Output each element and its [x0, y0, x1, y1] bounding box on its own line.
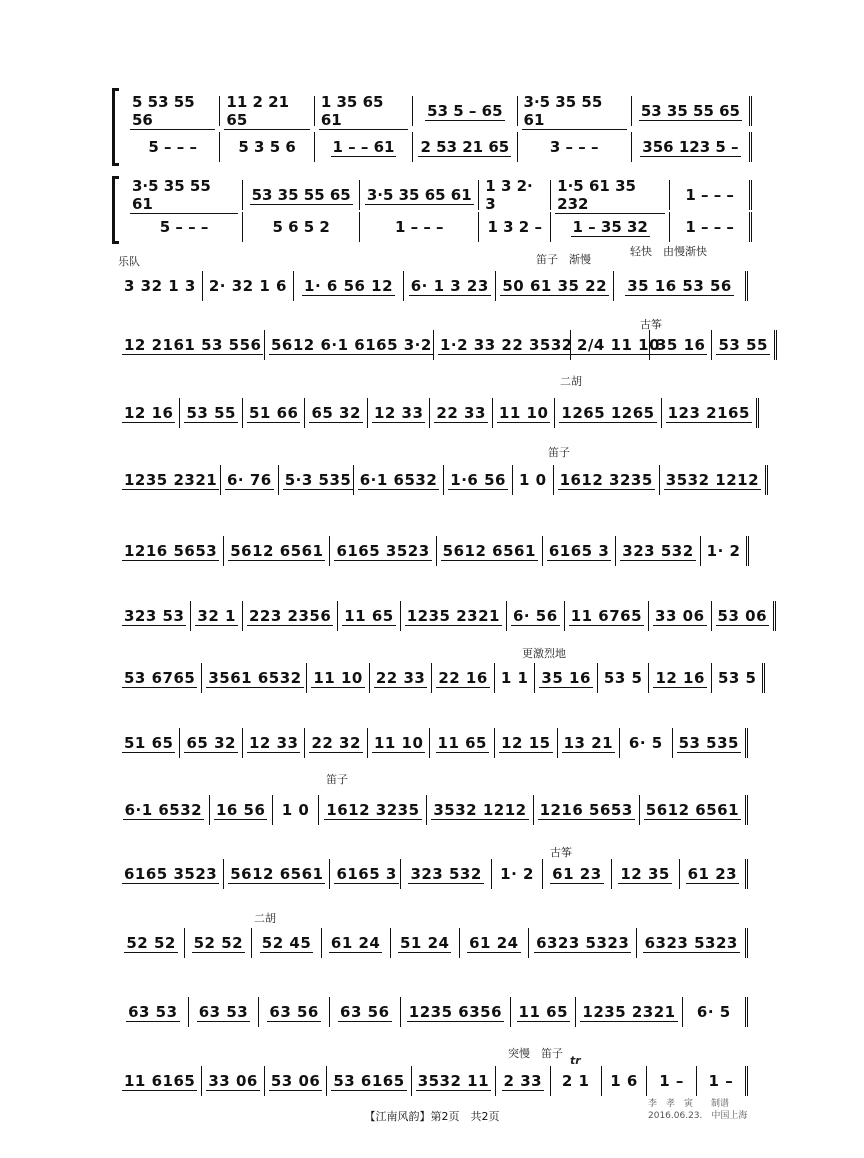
measure: 63 56 — [330, 997, 401, 1027]
measure: 12 15 — [495, 728, 557, 758]
score-system-2 — [112, 176, 752, 244]
measure: 53 535 — [673, 728, 748, 758]
measure: 35 16 — [650, 330, 712, 360]
measure: 3 – – – — [518, 132, 632, 162]
measure: 53 5 – 65 — [413, 96, 517, 126]
page-footer: 【江南风韵】第2页 共2页 — [364, 1110, 500, 1123]
score-line-7 — [118, 660, 757, 696]
measure: 65 32 — [180, 728, 242, 758]
measure: 1· 2 — [492, 859, 544, 889]
measure: 1265 1265 — [555, 398, 661, 428]
measure: 5612 6561 — [640, 795, 748, 825]
measure: 5 6 5 2 — [243, 212, 360, 242]
measure: 50 61 35 22 — [496, 271, 614, 301]
system-bracket — [112, 176, 119, 244]
score-line-5 — [118, 533, 748, 569]
measure: 1 – – 61 — [315, 132, 413, 162]
measure: 63 56 — [259, 997, 330, 1027]
measure: 6165 3 — [330, 859, 401, 889]
measure: 1 3 2 – — [479, 212, 551, 242]
measure: 11 10 — [307, 663, 369, 693]
annotation-dizi: 笛子 — [326, 773, 348, 786]
measure: 123 2165 — [662, 398, 759, 428]
measure: 3561 6532 — [202, 663, 307, 693]
score-line-3 — [118, 395, 748, 431]
measure: 6323 5323 — [529, 928, 638, 958]
measure: 11 65 — [338, 601, 400, 631]
measure: 3532 11 — [412, 1066, 496, 1096]
measure: 11 65 — [430, 728, 495, 758]
measure: 1 1 — [495, 663, 536, 693]
measure: 2· 32 1 6 — [203, 271, 294, 301]
score-line-1 — [118, 268, 748, 304]
measure: 13 21 — [558, 728, 620, 758]
measure: 5612 6561 — [224, 536, 330, 566]
measure: 3·5 35 65 61 — [360, 180, 479, 210]
system-bracket — [112, 88, 119, 166]
measure: 5 3 5 6 — [220, 132, 314, 162]
system-upper-staff — [126, 176, 752, 213]
measure: 1 – – – — [670, 212, 752, 242]
measure: 1612 3235 — [554, 465, 660, 495]
annotation-trill: tr — [570, 1054, 581, 1067]
annotation-erhu: 二胡 — [560, 375, 582, 388]
measure: 1 – – – — [360, 212, 479, 242]
score-credit — [648, 1098, 747, 1122]
measure: 53 55 — [180, 398, 242, 428]
measure: 1235 2321 — [401, 601, 507, 631]
measure: 1 6 — [602, 1066, 648, 1096]
measure: 51 65 — [118, 728, 180, 758]
score-system-1 — [112, 88, 752, 166]
measure: 52 45 — [252, 928, 321, 958]
measure: 11 6165 — [118, 1066, 202, 1096]
measure: 5·3 535 — [279, 465, 354, 495]
measure: 1235 2321 — [118, 465, 221, 495]
score-line-12 — [118, 994, 748, 1030]
measure: 1· 6 56 12 — [294, 271, 404, 301]
measure: 1 – — [697, 1066, 748, 1096]
measure: 3·5 35 55 61 — [126, 180, 243, 210]
measure: 53 06 — [265, 1066, 327, 1096]
annotation-more-intense: 更激烈地 — [522, 647, 566, 660]
measure: 1216 5653 — [534, 795, 640, 825]
measure: 2 33 — [496, 1066, 551, 1096]
measure: 1612 3235 — [319, 795, 427, 825]
measure: 1 35 65 61 — [315, 96, 413, 126]
score-line-11 — [118, 925, 748, 961]
measure: 223 2356 — [243, 601, 338, 631]
measure: 11 10 — [368, 728, 430, 758]
measure: 5612 6561 — [437, 536, 543, 566]
measure: 3 32 1 3 — [118, 271, 203, 301]
measure: 6· 1 3 23 — [404, 271, 496, 301]
annotation-light-fast: 轻快 由慢渐快 — [630, 245, 707, 258]
measure: 53 5 — [598, 663, 650, 693]
score-line-4 — [118, 462, 759, 498]
measure: 6· 56 — [507, 601, 565, 631]
measure: 11 65 — [511, 997, 576, 1027]
measure: 356 123 5 – — [632, 132, 752, 162]
measure: 6323 5323 — [637, 928, 748, 958]
score-line-2 — [118, 327, 768, 363]
measure: 61 23 — [543, 859, 611, 889]
measure: 3·5 35 55 61 — [518, 96, 632, 126]
measure: 3532 1212 — [660, 465, 768, 495]
measure: 5 – – – — [126, 212, 243, 242]
measure: 22 33 — [370, 663, 432, 693]
annotation-band: 乐队 — [118, 255, 140, 268]
measure: 2/4 11 10 — [571, 330, 650, 360]
measure: 61 23 — [680, 859, 748, 889]
measure: 33 06 — [202, 1066, 264, 1096]
measure: 1 – – – — [670, 180, 752, 210]
measure: 1 0 — [273, 795, 320, 825]
measure: 11 6765 — [565, 601, 649, 631]
measure: 65 32 — [305, 398, 367, 428]
annotation-erhu: 二胡 — [254, 912, 276, 925]
measure: 1 3 2· 3 — [479, 180, 551, 210]
annotation-dizi: 笛子 — [548, 446, 570, 459]
score-line-8 — [118, 725, 748, 761]
measure: 63 53 — [189, 997, 260, 1027]
measure: 6·1 6532 — [354, 465, 445, 495]
system-lower-staff — [126, 132, 752, 162]
measure: 53 5 — [712, 663, 766, 693]
measure: 6· 76 — [221, 465, 279, 495]
measure: 1216 5653 — [118, 536, 224, 566]
measure: 6165 3523 — [118, 859, 224, 889]
measure: 61 24 — [322, 928, 391, 958]
measure: 12 2161 53 556 — [118, 330, 265, 360]
measure: 53 6165 — [327, 1066, 411, 1096]
measure: 16 56 — [210, 795, 273, 825]
credit-author: 李 孝 寅 制谱 — [648, 1099, 730, 1109]
measure: 53 35 55 65 — [243, 180, 360, 210]
annotation-sudden-slow: 突慢 笛子 — [508, 1047, 563, 1060]
measure: 2 1 — [551, 1066, 602, 1096]
measure: 12 33 — [368, 398, 430, 428]
measure: 11 10 — [493, 398, 555, 428]
measure: 12 16 — [118, 398, 180, 428]
measure: 52 52 — [185, 928, 252, 958]
measure: 1·2 33 22 3532 — [434, 330, 571, 360]
measure: 2 53 21 65 — [413, 132, 517, 162]
measure: 1·6 56 — [444, 465, 513, 495]
measure: 3532 1212 — [427, 795, 533, 825]
measure: 22 33 — [430, 398, 492, 428]
measure: 22 16 — [432, 663, 494, 693]
measure: 6·1 6532 — [118, 795, 210, 825]
score-line-13 — [118, 1063, 748, 1099]
measure: 53 06 — [712, 601, 776, 631]
measure: 35 16 53 56 — [614, 271, 748, 301]
measure: 6· 5 — [620, 728, 673, 758]
measure: 6· 5 — [683, 997, 748, 1027]
measure: 1 – 35 32 — [551, 212, 670, 242]
measure: 6165 3 — [543, 536, 616, 566]
measure: 323 53 — [118, 601, 191, 631]
measure: 35 16 — [535, 663, 597, 693]
measure: 323 532 — [401, 859, 491, 889]
system-lower-staff — [126, 212, 752, 242]
annotation-dizi-slow: 笛子 渐慢 — [536, 253, 591, 266]
measure: 53 6765 — [118, 663, 202, 693]
measure: 61 24 — [460, 928, 529, 958]
measure: 12 35 — [612, 859, 680, 889]
measure: 51 66 — [243, 398, 305, 428]
measure: 323 532 — [616, 536, 700, 566]
score-line-10 — [118, 856, 748, 892]
measure: 12 33 — [243, 728, 305, 758]
measure: 1235 6356 — [401, 997, 512, 1027]
measure: 1 – — [647, 1066, 696, 1096]
measure: 32 1 — [191, 601, 243, 631]
measure: 53 55 — [712, 330, 776, 360]
score-line-9 — [118, 792, 748, 828]
measure: 51 24 — [391, 928, 460, 958]
measure: 11 2 21 65 — [220, 96, 314, 126]
credit-date: 2016.06.23. 中国上海 — [648, 1111, 748, 1121]
measure: 5 53 55 56 — [126, 96, 220, 126]
measure: 1 0 — [513, 465, 554, 495]
measure: 5612 6·1 6165 3·2 — [265, 330, 434, 360]
annotation-guzheng: 古筝 — [640, 318, 662, 331]
measure: 53 35 55 65 — [632, 96, 752, 126]
measure: 12 16 — [649, 663, 711, 693]
measure: 22 32 — [305, 728, 367, 758]
measure: 52 52 — [118, 928, 185, 958]
measure: 63 53 — [118, 997, 189, 1027]
measure: 1· 2 — [701, 536, 750, 566]
measure: 6165 3523 — [330, 536, 436, 566]
measure: 5612 6561 — [224, 859, 330, 889]
measure: 5 – – – — [126, 132, 220, 162]
measure: 1·5 61 35 232 — [551, 180, 670, 210]
measure: 1235 2321 — [576, 997, 682, 1027]
measure: 33 06 — [649, 601, 711, 631]
score-line-6 — [118, 598, 768, 634]
system-upper-staff — [126, 92, 752, 129]
annotation-guzheng: 古筝 — [550, 846, 572, 859]
